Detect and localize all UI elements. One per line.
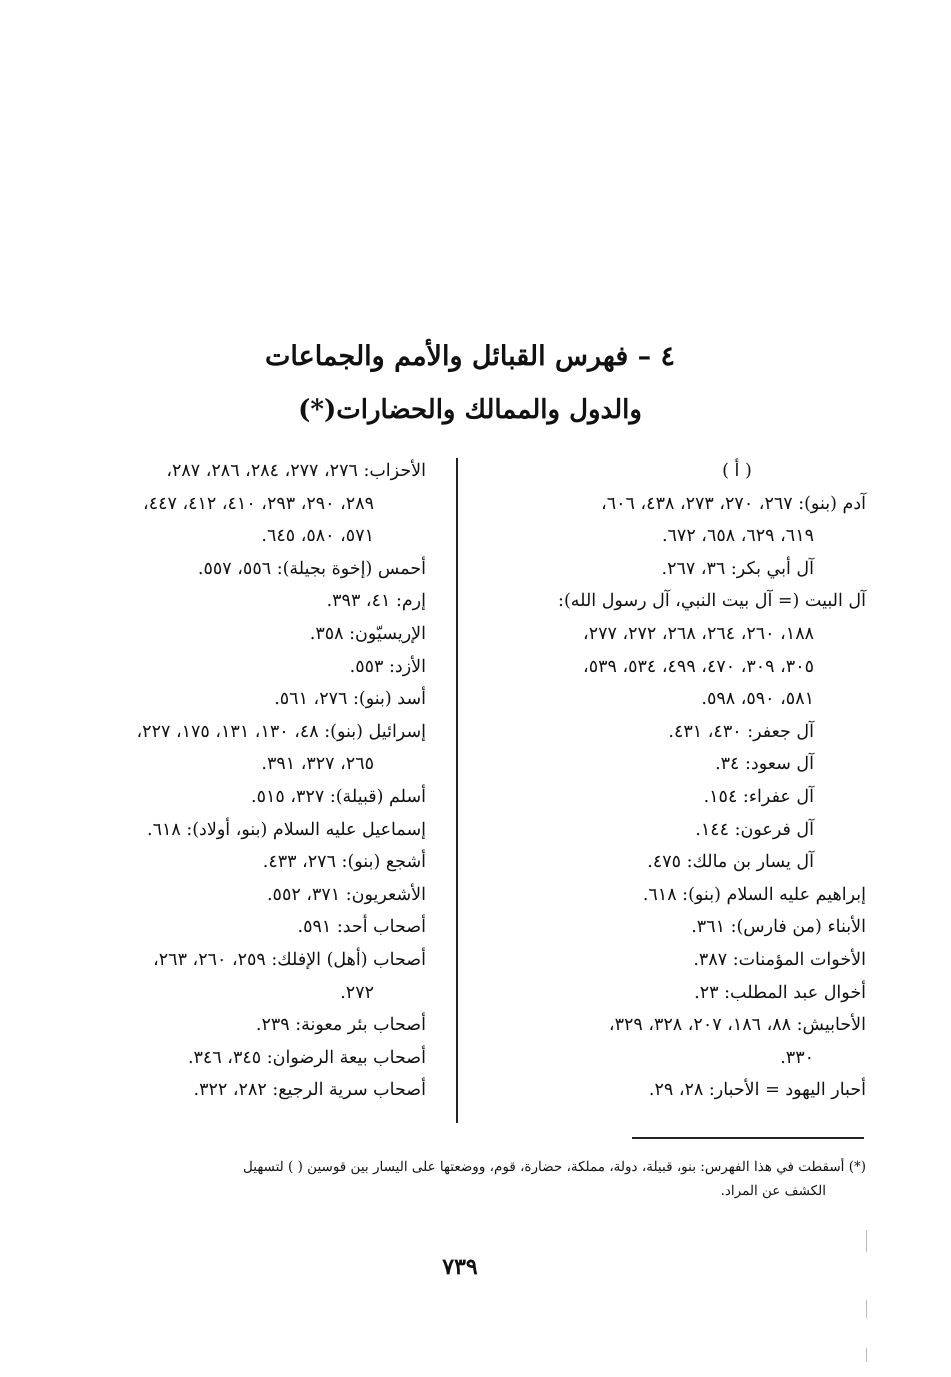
index-line: آدم (بنو): ٢٦٧، ٢٧٠، ٢٧٣، ٤٣٨، ٦٠٦، — [601, 493, 866, 514]
index-line: أصحاب بيعة الرضوان: ٣٤٥، ٣٤٦. — [187, 1047, 426, 1068]
index-line: إرم: ٤١، ٣٩٣. — [326, 591, 426, 612]
index-line: ٣٣٠. — [780, 1047, 814, 1068]
index-line: أصحاب بئر معونة: ٢٣٩. — [255, 1015, 426, 1036]
index-line: أحمس (إخوة بجيلة): ٥٥٦، ٥٥٧. — [197, 558, 426, 579]
index-line: أصحاب (أهل) الإفلك: ٢٥٩، ٢٦٠، ٢٦٣، — [153, 949, 426, 970]
index-line: أصحاب أحد: ٥٩١. — [297, 917, 426, 938]
index-line: أحبار اليهود = الأحبار: ٢٨، ٢٩. — [648, 1080, 866, 1101]
index-line: الأبناء (من فارس): ٣٦١. — [691, 917, 866, 938]
page-number: ٧٣٩ — [442, 1254, 478, 1280]
index-line: ١٨٨، ٢٦٠، ٢٦٤، ٢٦٨، ٢٧٢، ٢٧٧، — [583, 623, 814, 644]
scan-mark — [866, 1300, 867, 1318]
index-line: الأحزاب: ٢٧٦، ٢٧٧، ٢٨٤، ٢٨٦، ٢٨٧، — [166, 461, 426, 481]
index-line: أسد (بنو): ٢٧٦، ٥٦١. — [274, 689, 426, 710]
scan-mark — [866, 1348, 867, 1362]
left-column — [44, 455, 426, 1107]
index-line: الأزد: ٥٥٣. — [349, 656, 426, 677]
index-line: أسلم (قبيلة): ٣٢٧، ٥١٥. — [251, 786, 426, 807]
scan-mark — [866, 1230, 867, 1252]
index-line: آل عفراء: ١٥٤. — [703, 786, 814, 807]
index-line: ٢٨٩، ٢٩٠، ٢٩٣، ٤١٠، ٤١٢، ٤٤٧، — [143, 493, 374, 514]
footnote-rule — [632, 1137, 864, 1139]
index-line: آل البيت (= آل بيت النبي، آل رسول الله): — [558, 591, 866, 612]
index-line: الأخوات المؤمنات: ٣٨٧. — [693, 949, 866, 970]
index-line: آل أبي بكر: ٣٦، ٢٦٧. — [661, 558, 814, 579]
index-line: ٥٧١، ٥٨٠، ٦٤٥. — [261, 526, 374, 547]
index-line: الأشعريون: ٣٧١، ٥٥٢. — [266, 884, 426, 905]
index-line: أخوال عبد المطلب: ٢٣. — [694, 982, 866, 1003]
column-divider — [456, 458, 458, 1123]
index-line: ٣٠٥، ٣٠٩، ٤٧٠، ٤٩٩، ٥٣٤، ٥٣٩، — [583, 656, 814, 677]
footnote-line: الكشف عن المراد. — [720, 1183, 826, 1199]
index-line: إسماعيل عليه السلام (بنو، أولاد): ٦١٨. — [146, 819, 426, 840]
index-line: الأحابيش: ٨٨، ١٨٦، ٢٠٧، ٣٢٨، ٣٢٩، — [608, 1015, 866, 1036]
index-title: ٤ – فهرس القبائل والأمم والجماعات — [264, 341, 676, 372]
right-column — [478, 455, 866, 1107]
index-line: إسرائيل (بنو): ٤٨، ١٣٠، ١٣١، ١٧٥، ٢٢٧، — [136, 721, 426, 742]
index-line: ٢٦٥، ٣٢٧، ٣٩١. — [261, 754, 374, 775]
index-line: أشجع (بنو): ٢٧٦، ٤٣٣. — [262, 852, 426, 873]
footnote-line: (*) أسقطت في هذا الفهرس: بنو، قبيلة، دولة، مملكة، حضارة، قوم، ووضعتها على اليسار بين قوسين ( ) لتسهيل — [243, 1159, 866, 1175]
index-line: الإريسيّون: ٣٥٨. — [309, 623, 426, 644]
index-line: ٢٧٢. — [340, 982, 374, 1003]
index-line: آل فرعون: ١٤٤. — [695, 819, 814, 840]
index-line: أصحاب سرية الرجيع: ٢٨٢، ٣٢٢. — [193, 1080, 426, 1101]
index-line: ٦١٩، ٦٢٩، ٦٥٨، ٦٧٢. — [661, 526, 814, 547]
index-line: آل يسار بن مالك: ٤٧٥. — [647, 852, 814, 873]
index-subtitle: والدول والممالك والحضارات(*) — [298, 395, 642, 425]
index-line: إبراهيم عليه السلام (بنو): ٦١٨. — [642, 884, 866, 905]
index-line: آل سعود: ٣٤. — [715, 754, 814, 775]
footnote — [100, 1155, 866, 1203]
index-line: ٥٨١، ٥٩٠، ٥٩٨. — [701, 689, 814, 710]
index-line: آل جعفر: ٤٣٠، ٤٣١. — [668, 721, 814, 742]
section-letter: ( أ ) — [722, 461, 752, 481]
